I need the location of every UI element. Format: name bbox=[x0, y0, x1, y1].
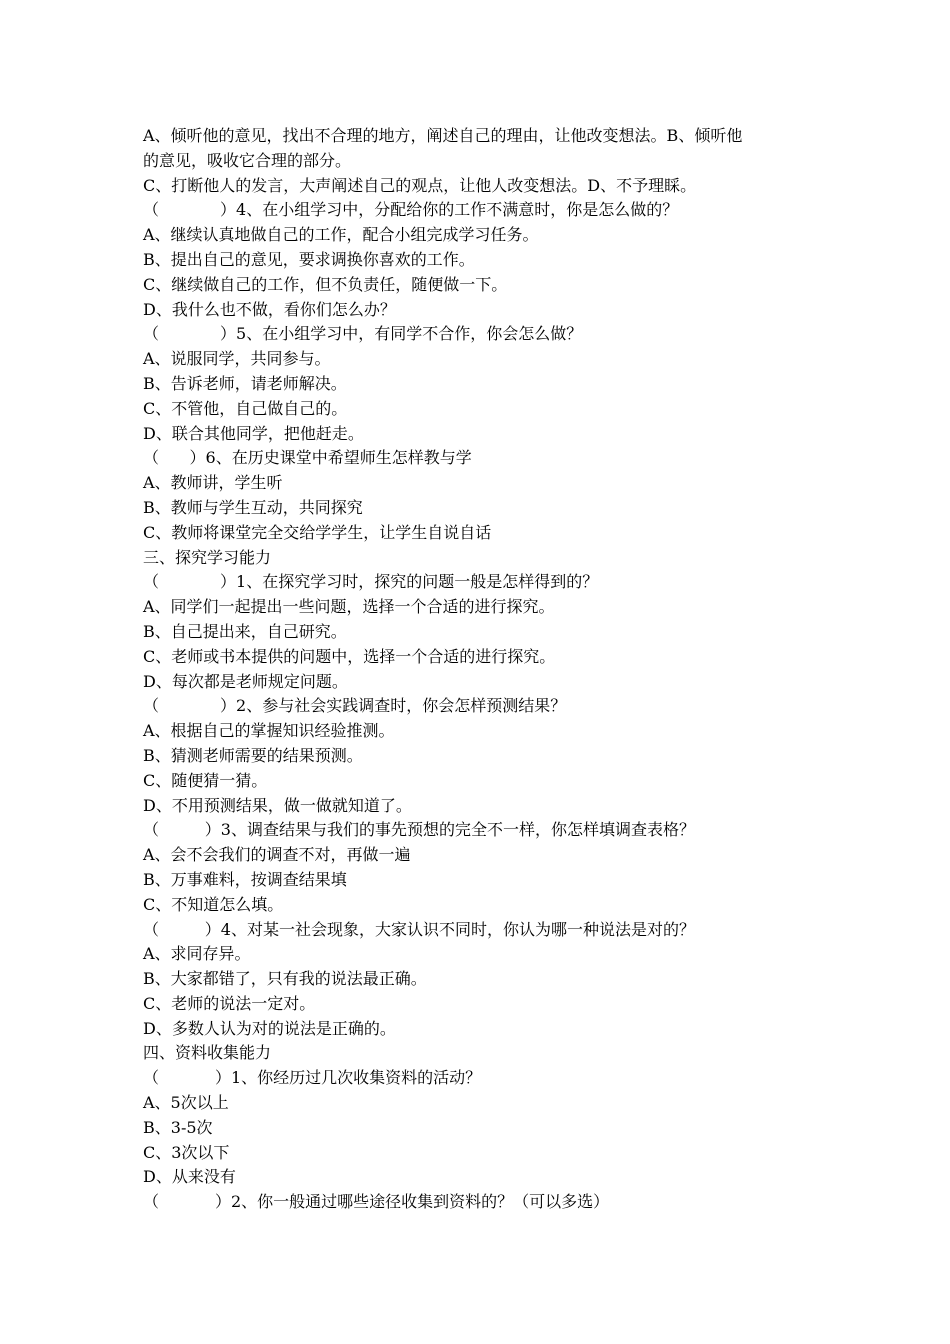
text-line: C、随便猜一猜。 bbox=[143, 770, 268, 790]
text-line: A、说服同学，共同参与。 bbox=[143, 349, 331, 369]
text-line: C、不管他，自己做自己的。 bbox=[143, 398, 348, 418]
text-line: B、自己提出来，自己研究。 bbox=[143, 621, 347, 641]
text-line: 三、探究学习能力 bbox=[143, 547, 272, 567]
text-line: （ ）4、在小组学习中，分配给你的工作不满意时，你是怎么做的？ bbox=[143, 200, 679, 220]
text-line: （ ）4、对某一社会现象，大家认识不同时，你认为哪一种说法是对的？ bbox=[143, 919, 695, 939]
text-line: D、不用预测结果，做一做就知道了。 bbox=[143, 795, 412, 815]
text-line: B、大家都错了，只有我的说法最正确。 bbox=[143, 969, 427, 989]
text-line: A、求同存异。 bbox=[143, 944, 251, 964]
text-line: B、告诉老师，请老师解决。 bbox=[143, 373, 347, 393]
text-line: D、从来没有 bbox=[143, 1167, 236, 1187]
text-line: D、多数人认为对的说法是正确的。 bbox=[143, 1018, 396, 1038]
text-line: C、打断他人的发言，大声阐述自己的观点，让他人改变想法。D、不予理睬。 bbox=[143, 175, 697, 195]
text-line: B、提出自己的意见，要求调换你喜欢的工作。 bbox=[143, 249, 475, 269]
text-line: C、老师或书本提供的问题中，选择一个合适的进行探究。 bbox=[143, 646, 556, 666]
text-line: C、教师将课堂完全交给学学生，让学生自说自话 bbox=[143, 522, 492, 542]
text-line: A、根据自己的掌握知识经验推测。 bbox=[143, 721, 395, 741]
text-line: B、万事难料，按调查结果填 bbox=[143, 869, 347, 889]
text-line: A、会不会我们的调查不对，再做一遍 bbox=[143, 845, 411, 865]
text-line: C、3次以下 bbox=[143, 1142, 230, 1162]
text-line: A、5次以上 bbox=[143, 1093, 229, 1113]
text-line: 四、资料收集能力 bbox=[143, 1043, 272, 1063]
text-line: （ ）1、你经历过几次收集资料的活动？ bbox=[143, 1068, 482, 1088]
text-line: B、猜测老师需要的结果预测。 bbox=[143, 745, 363, 765]
text-line: A、继续认真地做自己的工作，配合小组完成学习任务。 bbox=[143, 225, 539, 245]
text-line: D、每次都是老师规定问题。 bbox=[143, 671, 348, 691]
text-line: （ ）2、参与社会实践调查时，你会怎样预测结果？ bbox=[143, 696, 567, 716]
text-line: D、我什么也不做，看你们怎么办？ bbox=[143, 299, 396, 319]
text-line: C、不知道怎么填。 bbox=[143, 894, 284, 914]
text-line: C、继续做自己的工作，但不负责任，随便做一下。 bbox=[143, 274, 508, 294]
text-line: C、老师的说法一定对。 bbox=[143, 993, 316, 1013]
text-line: A、同学们一起提出一些问题，选择一个合适的进行探究。 bbox=[143, 597, 555, 617]
text-line: 的意见，吸收它合理的部分。 bbox=[143, 150, 352, 170]
text-line: B、3-5次 bbox=[143, 1117, 213, 1137]
text-line: B、教师与学生互动，共同探究 bbox=[143, 497, 363, 517]
text-line: （ ）6、在历史课堂中希望师生怎样教与学 bbox=[143, 448, 472, 468]
text-line: A、倾听他的意见，找出不合理的地方，阐述自己的理由，让他改变想法。B、倾听他 bbox=[143, 126, 743, 145]
text-line: D、联合其他同学，把他赶走。 bbox=[143, 423, 364, 443]
document-page bbox=[143, 124, 813, 1215]
text-line: （ ）5、在小组学习中，有同学不合作，你会怎么做？ bbox=[143, 324, 583, 344]
text-line: A、教师讲，学生听 bbox=[143, 473, 283, 493]
text-line: （ ）3、调查结果与我们的事先预想的完全不一样，你怎样填调查表格？ bbox=[143, 820, 695, 840]
text-line: （ ）2、你一般通过哪些途径收集到资料的？（可以多选） bbox=[143, 1192, 610, 1212]
text-line: （ ）1、在探究学习时，探究的问题一般是怎样得到的？ bbox=[143, 572, 599, 592]
